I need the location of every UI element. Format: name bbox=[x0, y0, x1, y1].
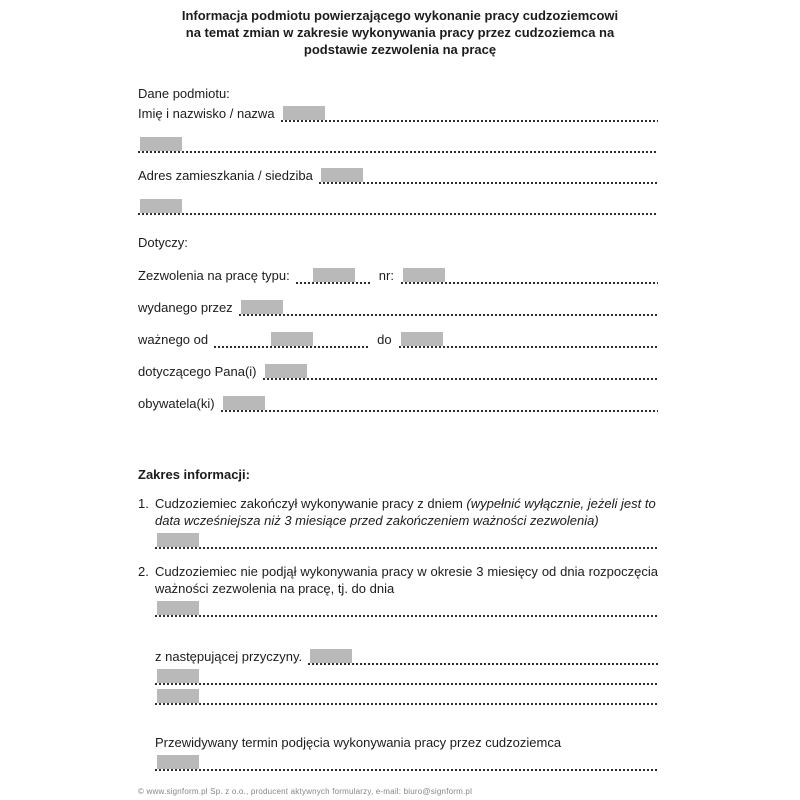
item1-dotted-line bbox=[155, 532, 658, 549]
issued-by-input-box[interactable] bbox=[241, 300, 283, 314]
title-line-3: podstawie zezwolenia na pracę bbox=[303, 42, 497, 57]
item2-input-box[interactable] bbox=[157, 601, 199, 615]
item1-number: 1. bbox=[138, 496, 149, 511]
issued-by-label: wydanego przez bbox=[138, 300, 233, 315]
address-continued-dotted-line bbox=[138, 198, 658, 215]
permit-type-dotted-line bbox=[296, 267, 372, 284]
item1-answer-row bbox=[155, 529, 658, 549]
field-row-issued-by bbox=[138, 296, 658, 316]
field-row-name-continued bbox=[138, 133, 658, 153]
section-heading-zakres-informacji: Zakres informacji: bbox=[138, 467, 250, 482]
title-line-1: Informacja podmiotu powierzającego wykonanie pracy cudzoziemcowi bbox=[181, 8, 619, 23]
address-input-box[interactable] bbox=[321, 168, 363, 182]
field-row-address-continued bbox=[138, 195, 658, 215]
field-row-person bbox=[138, 360, 658, 380]
reason-continued-row-2 bbox=[155, 685, 658, 705]
valid-to-input-box[interactable] bbox=[401, 332, 443, 346]
item1-input-box[interactable] bbox=[157, 533, 199, 547]
name-dotted-line bbox=[281, 105, 658, 122]
person-label: dotyczącego Pana(i) bbox=[138, 364, 257, 379]
item1-note: (wypełnić wyłącznie, jeżeli jest to data wcześniejsza niż 3 miesiące przed zakończeniem ważności zezwolenia) bbox=[155, 496, 656, 528]
permit-number-dotted-line bbox=[401, 267, 658, 284]
address-dotted-line bbox=[319, 167, 658, 184]
person-dotted-line bbox=[263, 363, 658, 380]
valid-from-dotted-line bbox=[214, 331, 370, 348]
section-heading-dane-podmiotu: Dane podmiotu: bbox=[138, 86, 230, 101]
permit-number-input-box[interactable] bbox=[403, 268, 445, 282]
field-row-citizenship bbox=[138, 392, 658, 412]
expected-date-paragraph: Przewidywany termin podjęcia wykonywania pracy przez cudzoziemca bbox=[155, 735, 562, 750]
address-continued-input-box[interactable] bbox=[140, 199, 182, 213]
item1-text-wrap bbox=[155, 495, 658, 529]
item2-dotted-line bbox=[155, 600, 658, 617]
section-heading-dotyczy: Dotyczy: bbox=[138, 235, 188, 250]
citizenship-input-box[interactable] bbox=[223, 396, 265, 410]
name-continued-input-box[interactable] bbox=[140, 137, 182, 151]
field-row-address bbox=[138, 164, 658, 184]
footer-copyright: © www.signform.pl Sp. z o.o., producent aktywnych formularzy, e-mail: biuro@signform.pl bbox=[138, 787, 473, 796]
expected-date-answer-row bbox=[155, 751, 658, 771]
reason-dotted-line bbox=[308, 648, 658, 665]
reason-continued-dotted-line-1 bbox=[155, 668, 658, 685]
form-content bbox=[138, 86, 658, 796]
item1-text: Cudzoziemiec zakończył wykonywanie pracy z dniem bbox=[155, 496, 467, 511]
expected-date-input-box[interactable] bbox=[157, 755, 199, 769]
item2-text: Cudzoziemiec nie podjął wykonywania pracy w okresie 3 miesięcy od dnia rozpoczęcia ważności zezwolenia na pracę, tj. do dnia bbox=[155, 564, 658, 596]
expected-date-dotted-line bbox=[155, 754, 658, 771]
reason-continued-row-1 bbox=[155, 665, 658, 685]
name-input-box[interactable] bbox=[283, 106, 325, 120]
reason-label: z następującej przyczyny. bbox=[155, 649, 303, 664]
name-label: Imię i nazwisko / nazwa bbox=[138, 106, 275, 121]
citizenship-dotted-line bbox=[221, 395, 658, 412]
reason-continued-input-box-1[interactable] bbox=[157, 669, 199, 683]
reason-continued-input-box-2[interactable] bbox=[157, 689, 199, 703]
item2-answer-row bbox=[155, 597, 658, 617]
valid-to-dotted-line bbox=[399, 331, 658, 348]
valid-from-input-box[interactable] bbox=[271, 332, 313, 346]
field-row-name bbox=[138, 102, 658, 122]
issued-by-dotted-line bbox=[239, 299, 658, 316]
title-line-2: na temat zmian w zakresie wykonywania pracy przez cudzoziemca na bbox=[185, 25, 615, 40]
valid-from-label: ważnego od bbox=[138, 332, 209, 347]
item2-paragraph bbox=[138, 563, 658, 597]
item1-paragraph bbox=[138, 495, 658, 529]
permit-type-label: Zezwolenia na pracę typu: bbox=[138, 268, 290, 283]
address-label: Adres zamieszkania / siedziba bbox=[138, 168, 313, 183]
name-continued-dotted-line bbox=[138, 136, 658, 153]
permit-number-label: nr: bbox=[378, 268, 394, 283]
item2-number: 2. bbox=[138, 564, 149, 579]
reason-input-box[interactable] bbox=[310, 649, 352, 663]
permit-type-input-box[interactable] bbox=[313, 268, 355, 282]
citizenship-label: obywatela(ki) bbox=[138, 396, 215, 411]
reason-row bbox=[155, 645, 658, 665]
document-title bbox=[0, 0, 800, 58]
person-input-box[interactable] bbox=[265, 364, 307, 378]
field-row-permit-type bbox=[138, 264, 658, 284]
valid-to-label: do bbox=[377, 332, 392, 347]
reason-continued-dotted-line-2 bbox=[155, 688, 658, 705]
field-row-validity bbox=[138, 328, 658, 348]
